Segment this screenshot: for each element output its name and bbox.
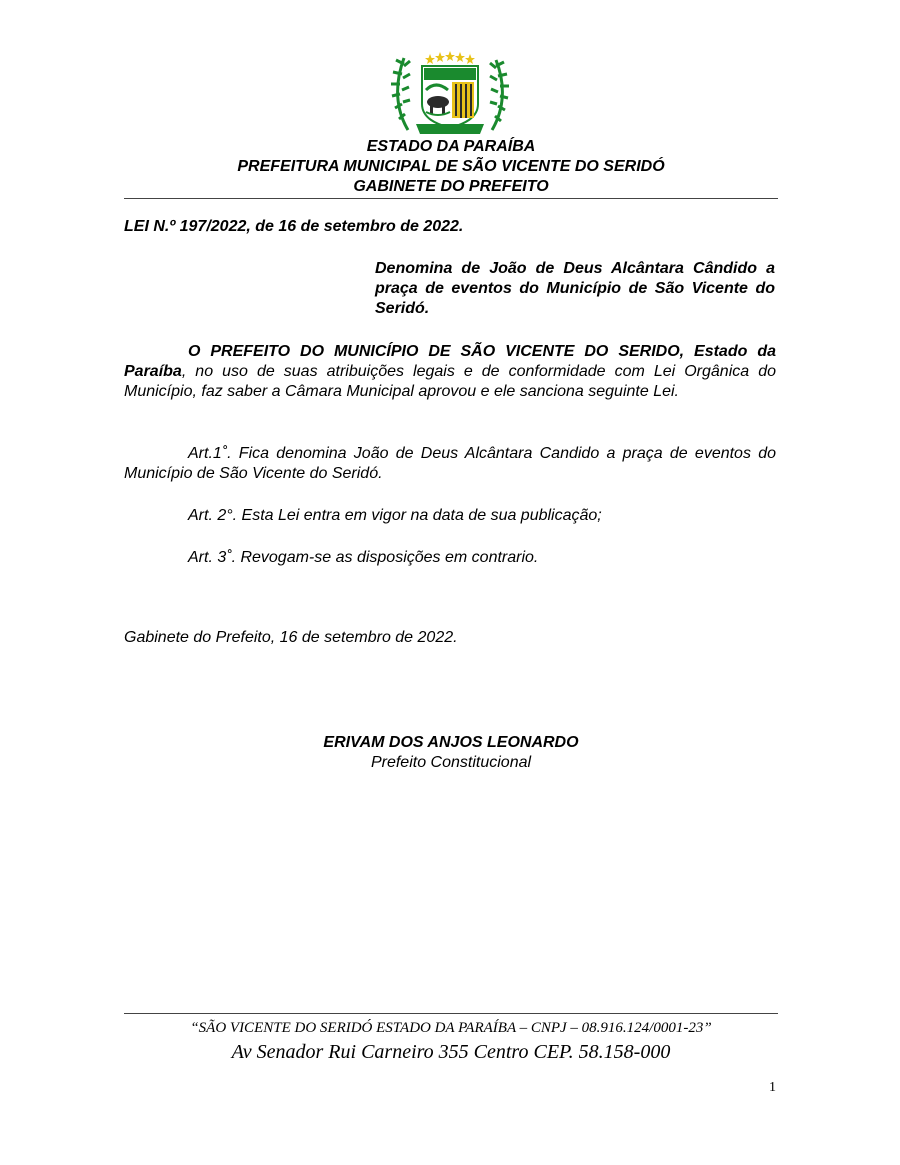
header-state: ESTADO DA PARAÍBA: [366, 138, 536, 155]
law-summary: Denomina de João de Deus Alcântara Cândido a praça de eventos do Município de São Vicente do Seridó.: [375, 260, 775, 317]
preamble-bold-state: da Paraíba: [124, 343, 776, 380]
law-title: LEI N.º 197/2022, de 16 de setembro de 2022.: [124, 218, 464, 235]
footer-divider: [124, 1013, 778, 1014]
page-number: 1: [769, 1080, 776, 1095]
municipal-coat-of-arms-icon: [386, 50, 514, 136]
article-1: Art.1˚. Fica denomina João de Deus Alcântara Candido a praça de eventos do Município de São Vicente do Seridó.: [124, 445, 776, 482]
header-office: GABINETE DO PREFEITO: [353, 178, 549, 195]
article-2: Art. 2°. Esta Lei entra em vigor na data de sua publicação;: [188, 507, 602, 524]
header-divider: [124, 198, 778, 199]
footer-address: Av Senador Rui Carneiro 355 Centro CEP. 58.158-000: [231, 1041, 671, 1063]
header-prefecture: PREFEITURA MUNICIPAL DE SÃO VICENTE DO SERIDÓ: [237, 158, 665, 175]
article-3: Art. 3˚. Revogam-se as disposições em contrario.: [188, 549, 539, 566]
footer-cnpj: “SÃO VICENTE DO SERIDÓ ESTADO DA PARAÍBA – CNPJ – 08.916.124/0001-23”: [190, 1020, 712, 1036]
signatory-role: Prefeito Constitucional: [370, 754, 532, 771]
preamble-text: , no uso de suas atribuições legais e de conformidade com Lei Orgânica do Município, faz saber a Câmara Municipal aprovou e ele sanciona seguinte Lei.: [124, 363, 776, 400]
preamble-bold-authority: O PREFEITO DO MUNICÍPIO DE SÃO VICENTE DO SERIDO, Estado: [188, 343, 748, 360]
closing-date: Gabinete do Prefeito, 16 de setembro de 2022.: [124, 629, 458, 646]
preamble-paragraph: [124, 342, 776, 402]
signatory-name: ERIVAM DOS ANJOS LEONARDO: [323, 734, 579, 751]
